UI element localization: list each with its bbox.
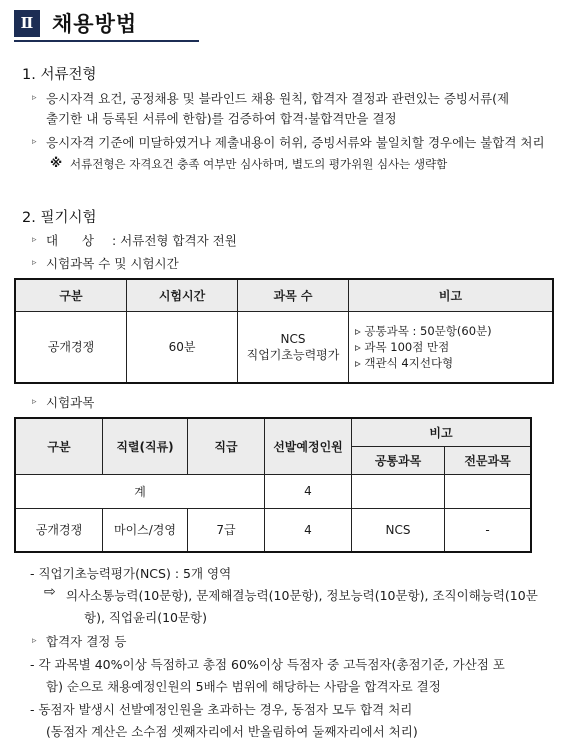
bullet-icon: ▹ [32,636,37,646]
table1-subject-ncs: NCS [280,331,306,346]
bullet-icon: ▹ [32,397,37,407]
bullet-icon: ▹ [32,137,37,147]
s1-line-1: 응시자격 요건, 공정채용 및 블라인드 채용 원칙, 합격자 결정과 관련있는 증빙서류(제 [46,91,510,106]
bullet-icon: ▹ [32,235,37,245]
table2-total-label: 계 [15,474,265,508]
s2-heading: 2. 필기시험 [22,210,97,226]
ncs-detail-1: 의사소통능력(10문항), 문제해결능력(10문항), 정보능력(10문항), 조직이해능력(10문 [66,588,538,603]
s1-line-3: 응시자격 기준에 미달하였거나 제출내용이 허위, 증빙서류와 불일치할 경우에는 불합격 처리 [46,135,545,150]
exam-subject-table [14,417,532,553]
target-value: : 서류전형 합격자 전원 [112,233,237,248]
table2-subheader: 전문과목 [445,446,532,474]
table2-header: 비고 [352,418,532,446]
table2-header: 직렬(직류) [103,418,188,474]
table2-total-count: 4 [265,474,352,508]
table2-header: 구분 [15,418,103,474]
subj-time-label: 시험과목 수 및 시험시간 [46,256,179,271]
s1-note: 서류전형은 자격요건 충족 여부만 심사하며, 별도의 평가위원 심사는 생략함 [70,157,448,171]
s1-line-2: 출기한 내 등록된 서류에 한함)를 검증하여 합격·불합격만을 결정 [46,111,397,126]
table2-grade: 7급 [188,508,265,552]
ncs-detail-2: 항), 직업윤리(10문항) [84,610,208,625]
table2-common: NCS [352,508,445,552]
table1-time: 60분 [127,311,238,383]
pass-label: 합격자 결정 등 [46,634,127,649]
table2-total-special [445,474,532,508]
pass-rule-2a: - 동점자 발생시 선발예정인원을 초과하는 경우, 동점자 모두 합격 처리 [30,702,413,717]
table1-note: ▹ 객관식 4지선다형 [355,355,454,370]
table2-series: 마이스/경영 [103,508,188,552]
target-label: 대 상 [46,233,94,248]
section-title: 채용방법 [52,12,138,36]
table2-count: 4 [265,508,352,552]
table1-notes [349,311,554,383]
bullet-icon: ▹ [32,258,37,268]
table2-subheader: 공통과목 [352,446,445,474]
table1-subject-name: 직업기초능력평가 [246,347,340,362]
table2-special: - [445,508,532,552]
pass-rule-2b: (동점자 계산은 소수점 셋째자리에서 반올림하여 둘째자리에서 처리) [46,724,418,739]
table1-header: 구분 [15,279,127,311]
table2-header: 선발예정인원 [265,418,352,474]
arrow-right-icon: ⇨ [44,584,56,600]
table1-note: ▹ 과목 100점 만점 [355,339,450,354]
pass-rule-1a: - 각 과목별 40%이상 득점하고 총점 60%이상 득점자 중 고득점자(총점기준, 가산점 포 [30,657,505,672]
table1-type: 공개경쟁 [15,311,127,383]
section-badge: Ⅱ [14,10,40,37]
bullet-icon: ▹ [32,93,37,103]
table1-note: ▹ 공통과목 : 50문항(60분) [355,323,492,338]
note-mark: ※ [50,155,63,170]
table1-header: 비고 [349,279,554,311]
exam-time-table [14,278,554,384]
table2-total-common [352,474,445,508]
table1-header: 시험시간 [127,279,238,311]
table1-header: 과목 수 [238,279,349,311]
subjects-label: 시험과목 [46,395,95,410]
table1-subject [238,311,349,383]
table2-type: 공개경쟁 [15,508,103,552]
table2-header: 직급 [188,418,265,474]
pass-rule-1b: 함) 순으로 채용예정인원의 5배수 범위에 해당하는 사람을 합격자로 결정 [46,679,441,694]
s1-heading: 1. 서류전형 [22,67,97,83]
section-underline [14,40,199,42]
ncs-line: - 직업기초능력평가(NCS) : 5개 영역 [30,566,232,581]
